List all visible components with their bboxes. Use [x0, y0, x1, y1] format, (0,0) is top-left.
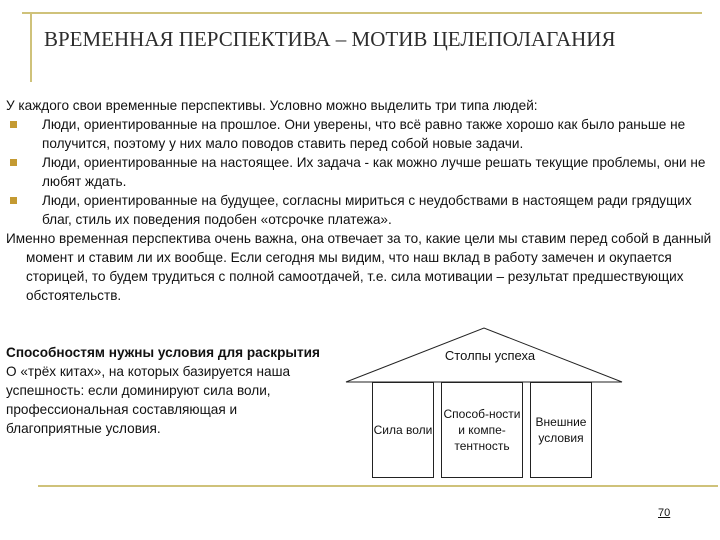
- title-side-rule: [30, 12, 32, 82]
- abilities-heading: Способностям нужны условия для раскрытия: [6, 345, 320, 360]
- square-bullet-icon: [10, 121, 17, 128]
- intro-paragraph: У каждого свои временные перспективы. Условно можно выделить три типа людей:: [6, 98, 538, 113]
- bullet-past-text: Люди, ориентированные на прошлое. Они уверены, что всё равно также хорошо как было раньше не получится, поэтому у них мало поводов ставить перед собой новые задачи.: [42, 117, 686, 151]
- square-bullet-icon: [10, 197, 17, 204]
- pillar-competence-label: Способ-ности и компе-тентность: [443, 407, 521, 453]
- bullet-past: [6, 115, 718, 153]
- roof-label: Столпы успеха: [444, 348, 536, 363]
- bullet-present: [6, 153, 718, 191]
- bullet-present-text: Люди, ориентированные на настоящее. Их задача - как можно лучше решать текущие проблемы, они не любят ждать.: [42, 155, 706, 189]
- bottom-rule: [38, 485, 718, 487]
- bullet-future: [6, 191, 718, 229]
- pillar-conditions: [530, 382, 592, 478]
- pillar-competence: [441, 382, 523, 478]
- conclusion-paragraph: Именно временная перспектива очень важна, она отвечает за то, какие цели мы ставим перед собой в данный момент и ставим ли их вообще. Если сегодня мы видим, что наш вклад в работу замечен и окупается сторицей, то будем трудиться с полной самоотдачей, т.е. сила мотивации – результат предшествующих обстоятельств.: [6, 231, 712, 303]
- pillar-willpower-label: Сила воли: [373, 423, 433, 437]
- slide-title: ВРЕМЕННАЯ ПЕРСПЕКТИВА – МОТИВ ЦЕЛЕПОЛАГАНИЯ: [44, 27, 616, 51]
- square-bullet-icon: [10, 159, 17, 166]
- abilities-block: [6, 343, 336, 438]
- bullet-future-text: Люди, ориентированные на будущее, согласны мириться с неудобствами в настоящем ради грядущих благ, стиль их поведения подобен «отсрочке платежа».: [42, 193, 692, 227]
- abilities-text: О «трёх китах», на которых базируется наша успешность: если доминируют сила воли, профессиональная составляющая и благоприятные условия.: [6, 364, 291, 436]
- pillar-conditions-label: Внешние условия: [535, 415, 587, 445]
- top-rule: [22, 12, 702, 14]
- pillar-willpower: [372, 382, 434, 478]
- page-number: 70: [658, 507, 671, 519]
- main-text: [6, 96, 718, 305]
